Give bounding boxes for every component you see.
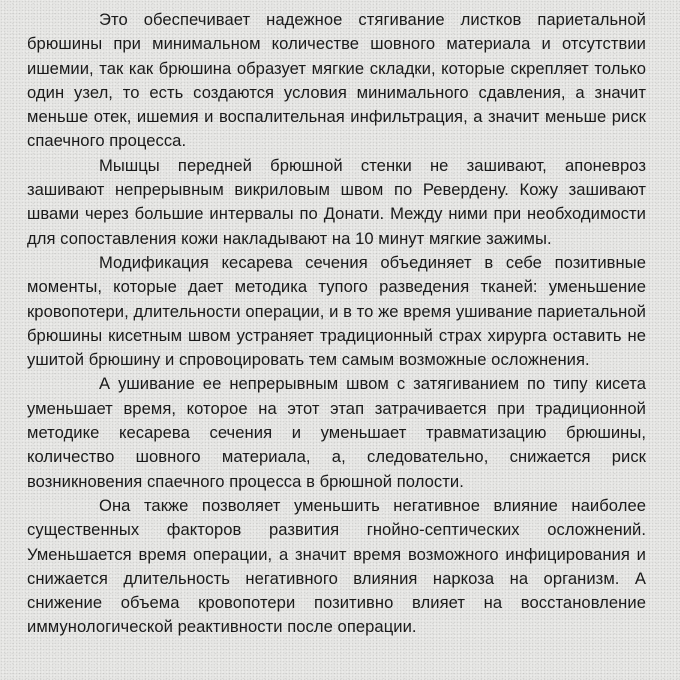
paragraph-5: Она также позволяет уменьшить негативное влияние наиболее существенных факторов развития гнойно-септических осложнений. Уменьшается время операции, а значит время возможного инфицирования и снижается длительность негативного влияния наркоза на организм. А снижение объема кровопотери позитивно влияет на восстановление иммунологической реактивности после операции. xyxy=(27,495,646,637)
paragraph-3: Модификация кесарева сечения объединяет в себе позитивные моменты, которые дает методика тупого разведения тканей: уменьшение кровопотери, длительности операции, и в то же время ушивание париетальной брюшины кисетным швом устраняет традиционный страх хирурга оставить не ушитой брюшину и спровоцировать тем самым возможные осложнения. xyxy=(27,252,646,370)
paragraph-2: Мышцы передней брюшной стенки не зашивают, апоневроз зашивают непрерывным викриловым швом по Ревердену. Кожу зашивают швами через большие интервалы по Донати. Между ними при необходимости для сопоставления кожи накладывают на 10 минут мягкие зажимы. xyxy=(27,155,646,248)
paragraph-1: Это обеспечивает надежное стягивание листков париетальной брюшины при минимальном количестве шовного материала и отсутствии ишемии, так как брюшина образует мягкие складки, которые скрепляет только один узел, то есть создаются условия минимального сдавления, а значит меньше отек, ишемия и воспалительная инфильтрация, а значит меньше риск спаечного процесса. xyxy=(27,10,646,151)
document-page xyxy=(27,8,646,640)
paragraph-4: А ушивание ее непрерывным швом с затягиванием по типу кисета уменьшает время, которое на этот этап затрачивается при традиционной методике кесарева сечения и уменьшает травматизацию брюшины, количество шовного материала, а, следовательно, снижается риск возникновения спаечного процесса в брюшной полости. xyxy=(27,374,646,491)
